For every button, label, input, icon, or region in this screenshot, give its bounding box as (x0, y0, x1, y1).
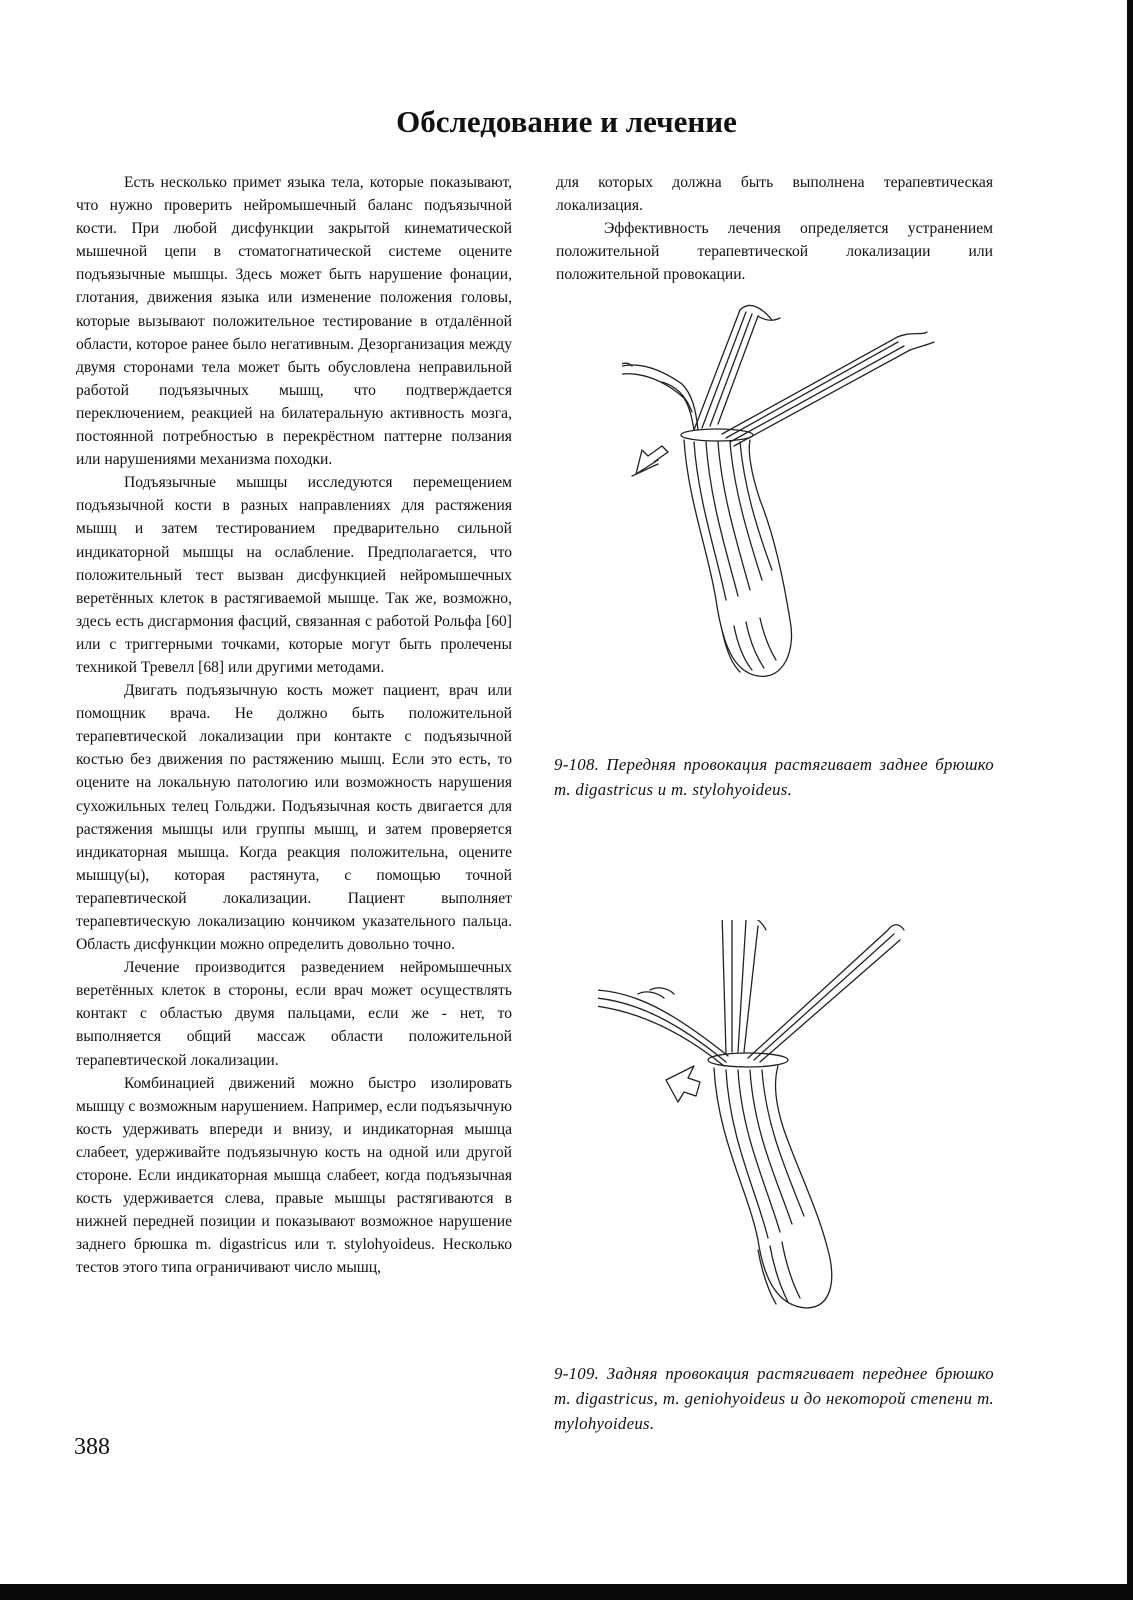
paragraph-combination: Комбинацией движений можно быстро изолировать мышцу с возможным нарушением. Например, если подъязычную кость удерживать впереди и внизу, и индикаторная мышца слабеет, удерживайте подъязычную кость на одной или другой стороне. Если индикаторная мышца слабеет, когда подъязычная кость удерживается слева, правые мышцы растягиваются в нижней передней позиции и показывают возможное нарушение заднего брюшка m. digastricus или т. stylohyoideus. Несколько тестов этого типа ограничивают число мышц, (76, 1074, 512, 1277)
scan-bottom-border (0, 1584, 1133, 1600)
paragraph-treatment: Лечение производится разведением нейромышечных веретённых клеток в стороны, если врач может осуществлять контакт с областью двумя пальцами, если же - нет, то выполняется общий массаж области положительной терапевтической локализации. (76, 959, 512, 1069)
scan-right-border (1127, 0, 1133, 1600)
figure-posterior-provocation (598, 920, 928, 1320)
paragraph-hyoid-testing: Подъязычные мышцы исследуются перемещением подъязычной кости в разных направлениях для растяжения мышц и затем тестированием предварительно сильной индикаторной мышцы на ослабление. Предполагается, что положительный тест вызван дисфункцией нейромышечных веретённых клеток в растягиваемой мышце. Так же, возможно, здесь есть дисгармония фасций, связанная с работой Рольфа [60] или с триггерными точками, которые могут быть пролечены техникой Тревелл [68] или другими методами. (76, 474, 512, 676)
figure-caption-9-109: 9-109. Задняя провокация растягивает переднее брюшко m. digastricus, m. geniohyoideus и до некоторой степени m. mylohyoideus. (554, 1363, 994, 1433)
paragraph-continuation: для которых должна быть выполнена терапевтическая локализация. (556, 174, 993, 215)
page-title: Обследование и лечение (396, 104, 737, 139)
figure-anterior-provocation (622, 300, 962, 695)
left-text-column (76, 171, 512, 1280)
paragraph-effectiveness: Эффективность лечения определяется устранением положительной терапевтической локализации или положительной провокации. (556, 220, 993, 284)
paragraph-moving-hyoid: Двигать подъязычную кость может пациент, врач или помощник врача. Не должно быть положительной терапевтической локализации при контакте с подъязычной костью без движения по растяжению мышц. Если это есть, то оцените на локальную патологию или возможность нарушения сухожильных телец Гольджи. Подъязычная кость двигается для растяжения мышцы или группы мышц, и затем проверяется индикаторная мышца. Когда реакция положительна, оцените мышцу(ы), которая растянута, с помощью точной терапевтической локализации. Пациент выполняет терапевтическую локализацию кончиком указательного пальца. Область дисфункции можно определить довольно точно. (76, 682, 512, 954)
page-number: 388 (74, 1434, 110, 1460)
figure-caption-9-108: 9-108. Передняя провокация растягивает заднее брюшко m. digastricus и m. stylohyoideus. (554, 754, 994, 799)
right-text-column (556, 171, 993, 286)
hyoid-muscles-illustration-2 (598, 920, 928, 1320)
hyoid-muscles-illustration-1 (622, 300, 962, 695)
paragraph-body-language: Есть несколько примет языка тела, которые показывают, что нужно проверить нейромышечный баланс подъязычной кости. При любой дисфункции закрытой кинематической мышечной цепи в стоматогнатической системе оцените подъязычные мышцы. Здесь может быть нарушение фонации, глотания, движения языка или изменение положения головы, которые вызывают положительное тестирование в отдалённой области, которое ранее было негативным. Дезорганизация между двумя сторонами тела может быть обусловлена неправильной работой подъязычных мышц, что подтверждается переключением, реакцией на билатеральную активность мозга, постоянной потребностью в перекрёстном паттерне ползания или нарушениями механизма походки. (76, 174, 512, 469)
